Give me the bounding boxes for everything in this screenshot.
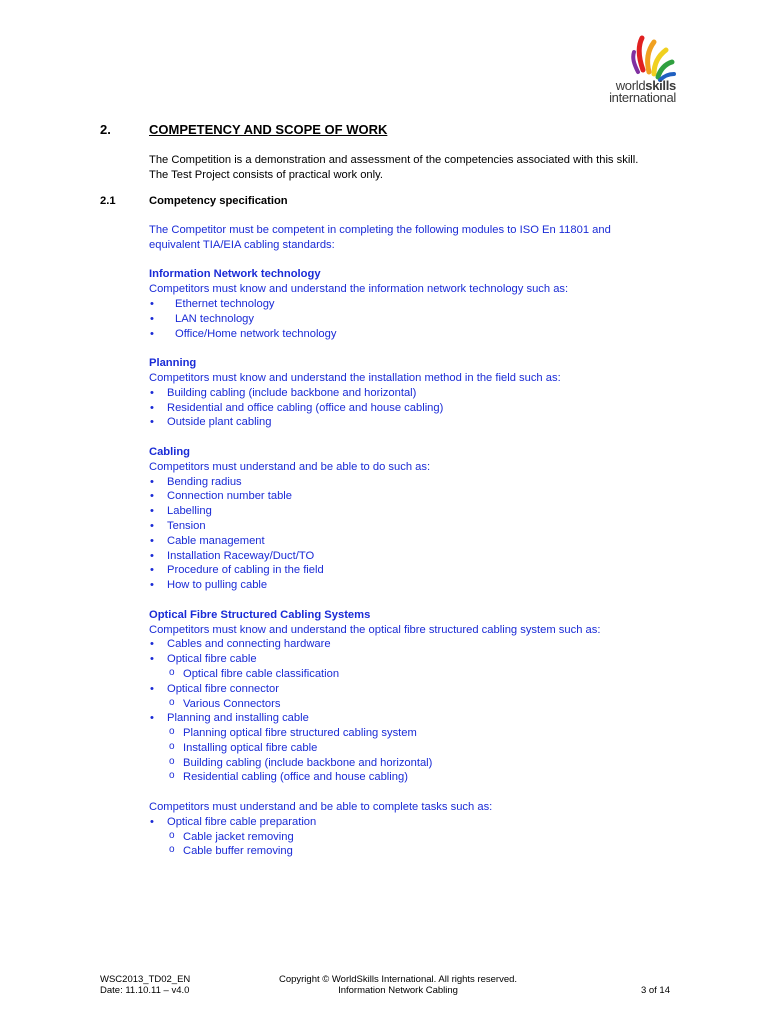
list-item: • How to pulling cable (149, 578, 689, 593)
subsection-number: 2.1 (100, 195, 116, 207)
list-item: • Labelling (149, 504, 689, 519)
competency-body (149, 223, 689, 859)
list-item: • Optical fibre connector (149, 682, 689, 697)
sub-list-item: o Various Connectors (149, 697, 689, 712)
module-list (149, 297, 689, 341)
list-item: • Optical fibre cable (149, 652, 689, 667)
sub-list-item: o Cable buffer removing (149, 844, 689, 859)
footer-center (230, 974, 566, 996)
module-heading: Optical Fibre Structured Cabling Systems (149, 608, 371, 621)
footer-left (100, 974, 190, 996)
list-item: • Optical fibre cable preparation (149, 815, 689, 830)
competent-line: equivalent TIA/EIA cabling standards: (149, 238, 335, 251)
module-heading: Information Network technology (149, 268, 321, 281)
list-item: • LAN technology (149, 312, 689, 327)
list-item: • Installation Raceway/Duct/TO (149, 549, 689, 564)
list-item: • Bending radius (149, 475, 689, 490)
list-item: • Ethernet technology (149, 297, 689, 312)
module-list (149, 637, 689, 785)
list-item: • Residential and office cabling (office and house cabling) (149, 401, 689, 416)
logo-word-skills: skills (645, 78, 676, 93)
sub-list-item: o Residential cabling (office and house cabling) (149, 770, 689, 785)
section-title: COMPETENCY AND SCOPE OF WORK (149, 122, 388, 137)
list-item: • Tension (149, 519, 689, 534)
sub-list-item: o Cable jacket removing (149, 830, 689, 845)
module-description: Competitors must know and understand the optical fibre structured cabling system such as: (149, 623, 601, 636)
footer-date: Date: 11.10.11 – v4.0 (100, 985, 190, 996)
sub-list-item: o Building cabling (include backbone and horizontal) (149, 756, 689, 771)
sub-list-item: o Installing optical fibre cable (149, 741, 689, 756)
list-item: • Outside plant cabling (149, 415, 689, 430)
list-item: • Building cabling (include backbone and horizontal) (149, 386, 689, 401)
sub-list-item: o Planning optical fibre structured cabling system (149, 726, 689, 741)
module-description: Competitors must understand and be able to complete tasks such as: (149, 801, 493, 814)
module-description: Competitors must understand and be able to do such as: (149, 460, 431, 473)
module-heading: Planning (149, 357, 197, 370)
intro-line: The Competition is a demonstration and assessment of the competencies associated with this skill. (149, 154, 639, 166)
intro-paragraph (149, 153, 689, 183)
list-item: • Cables and connecting hardware (149, 637, 689, 652)
module-list (149, 475, 689, 593)
section-number: 2. (100, 122, 111, 137)
list-item: • Office/Home network technology (149, 327, 689, 342)
competent-line: The Competitor must be competent in completing the following modules to ISO En 11801 and (149, 224, 611, 236)
list-item: • Planning and installing cable (149, 711, 689, 726)
module-description: Competitors must know and understand the information network technology such as: (149, 283, 569, 296)
footer-doc-id: WSC2013_TD02_EN (100, 974, 191, 985)
list-item: • Connection number table (149, 489, 689, 504)
intro-line: The Test Project consists of practical work only. (149, 168, 383, 181)
module-list (149, 386, 689, 430)
subsection-title: Competency specification (149, 195, 288, 207)
logo-word-international: international (609, 90, 676, 105)
logo-word-world: world (615, 78, 646, 93)
footer-title: Information Network Cabling (338, 985, 458, 996)
module-description: Competitors must know and understand the installation method in the field such as: (149, 371, 561, 384)
list-item: • Cable management (149, 534, 689, 549)
sub-list-item: o Optical fibre cable classification (149, 667, 689, 682)
module-list (149, 815, 689, 859)
footer-copyright: Copyright © WorldSkills International. All rights reserved. (278, 974, 518, 985)
footer-page-number: 3 of 14 (640, 985, 670, 996)
worldskills-logo-text (586, 80, 676, 104)
module-heading: Cabling (149, 445, 191, 458)
list-item: • Procedure of cabling in the field (149, 563, 689, 578)
